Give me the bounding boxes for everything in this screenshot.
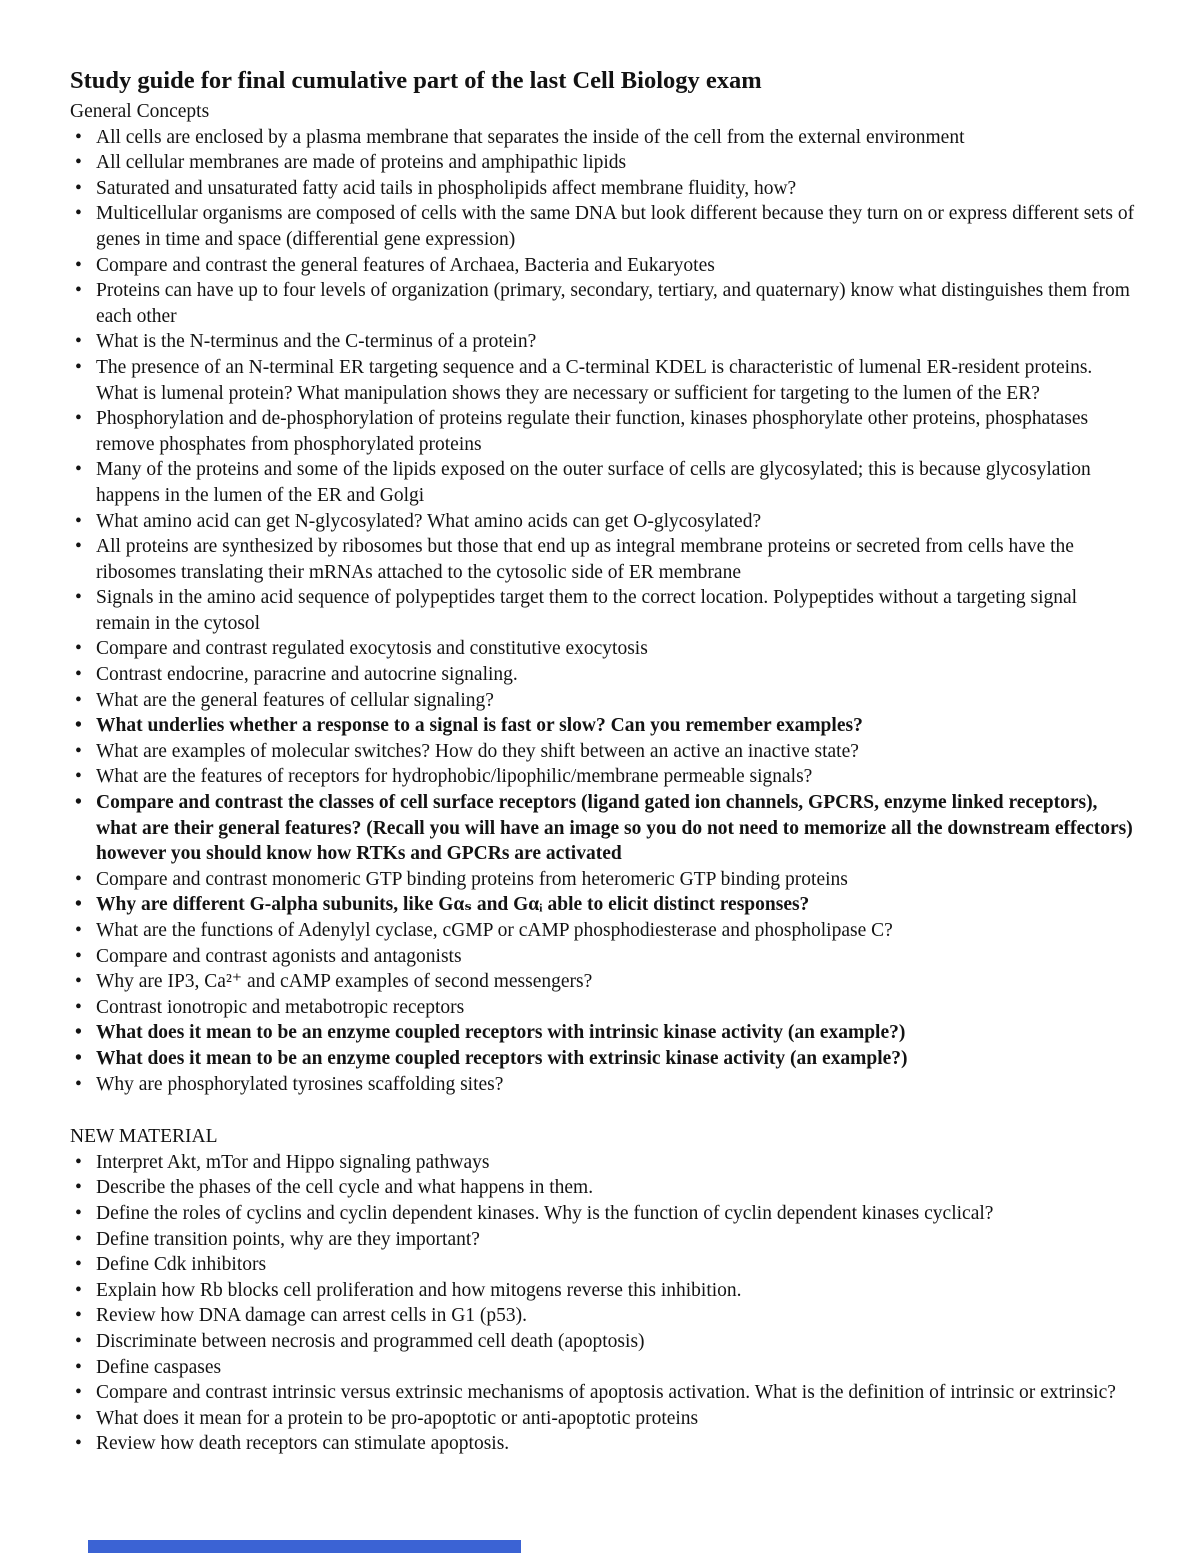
list-item: • What are the features of receptors for hydrophobic/lipophilic/membrane permeable signals?	[75, 764, 1136, 790]
list-item: • Discriminate between necrosis and programmed cell death (apoptosis)	[75, 1329, 1136, 1355]
section-heading: General Concepts	[70, 101, 210, 122]
list-item: • What underlies whether a response to a signal is fast or slow? Can you remember examples?	[75, 713, 1136, 739]
section	[70, 1124, 1136, 1457]
list-item: • Saturated and unsaturated fatty acid tails in phospholipids affect membrane fluidity, how?	[75, 176, 1136, 202]
list-item: • What does it mean to be an enzyme coupled receptors with intrinsic kinase activity (an example?)	[75, 1020, 1136, 1046]
list-item: • Review how death receptors can stimulate apoptosis.	[75, 1431, 1136, 1457]
list-item: • Interpret Akt, mTor and Hippo signaling pathways	[75, 1150, 1136, 1176]
list-item: • Explain how Rb blocks cell proliferation and how mitogens reverse this inhibition.	[75, 1278, 1136, 1304]
list-item: • Compare and contrast intrinsic versus extrinsic mechanisms of apoptosis activation. What is the definition of intrinsic or extrinsic?	[75, 1380, 1136, 1406]
list-item: • Describe the phases of the cell cycle and what happens in them.	[75, 1175, 1136, 1201]
list-item: • Phosphorylation and de-phosphorylation of proteins regulate their function, kinases phosphorylate other proteins, phosphatases remove phosphates from phosphorylated proteins	[75, 406, 1136, 457]
bottom-blue-bar	[88, 1540, 521, 1553]
document-title: Study guide for final cumulative part of the last Cell Biology exam	[70, 67, 762, 94]
bullet-list	[70, 1150, 1136, 1457]
list-item: • Review how DNA damage can arrest cells in G1 (p53).	[75, 1303, 1136, 1329]
list-item: • Compare and contrast the classes of cell surface receptors (ligand gated ion channels, GPCRS, enzyme linked receptors), what are their general features? (Recall you will have an image so you do not need to memorize all the downstream effectors) however you should know how RTKs and GPCRs are activated	[75, 790, 1136, 867]
list-item: • Contrast ionotropic and metabotropic receptors	[75, 995, 1136, 1021]
list-item: • Contrast endocrine, paracrine and autocrine signaling.	[75, 662, 1136, 688]
list-item: • Why are phosphorylated tyrosines scaffolding sites?	[75, 1072, 1136, 1098]
list-item: • What is the N-terminus and the C-terminus of a protein?	[75, 329, 1136, 355]
list-item: • What does it mean for a protein to be pro-apoptotic or anti-apoptotic proteins	[75, 1406, 1136, 1432]
list-item: • What are the functions of Adenylyl cyclase, cGMP or cAMP phosphodiesterase and phospholipase C?	[75, 918, 1136, 944]
list-item: • What are the general features of cellular signaling?	[75, 688, 1136, 714]
list-item: • All cellular membranes are made of proteins and amphipathic lipids	[75, 150, 1136, 176]
list-item: • Why are IP3, Ca²⁺ and cAMP examples of second messengers?	[75, 969, 1136, 995]
list-item: • Define the roles of cyclins and cyclin dependent kinases. Why is the function of cyclin dependent kinases cyclical?	[75, 1201, 1136, 1227]
section	[70, 99, 1136, 1097]
list-item: • Define caspases	[75, 1355, 1136, 1381]
list-item: • Why are different G-alpha subunits, like Gαₛ and Gαᵢ able to elicit distinct responses?	[75, 892, 1136, 918]
list-item: • What does it mean to be an enzyme coupled receptors with extrinsic kinase activity (an example?)	[75, 1046, 1136, 1072]
list-item: • Proteins can have up to four levels of organization (primary, secondary, tertiary, and quaternary) know what distinguishes them from each other	[75, 278, 1136, 329]
list-item: • Compare and contrast monomeric GTP binding proteins from heteromeric GTP binding proteins	[75, 867, 1136, 893]
list-item: • All cells are enclosed by a plasma membrane that separates the inside of the cell from the external environment	[75, 125, 1136, 151]
list-item: • Define Cdk inhibitors	[75, 1252, 1136, 1278]
list-item: • The presence of an N-terminal ER targeting sequence and a C-terminal KDEL is characteristic of lumenal ER-resident proteins. What is lumenal protein? What manipulation shows they are necessary or sufficient for targeting to the lumen of the ER?	[75, 355, 1136, 406]
list-item: • Define transition points, why are they important?	[75, 1227, 1136, 1253]
list-item: • Signals in the amino acid sequence of polypeptides target them to the correct location. Polypeptides without a targeting signal remain in the cytosol	[75, 585, 1136, 636]
list-item: • Compare and contrast the general features of Archaea, Bacteria and Eukaryotes	[75, 253, 1136, 279]
section-heading: NEW MATERIAL	[70, 1126, 218, 1148]
list-item: • Compare and contrast agonists and antagonists	[75, 944, 1136, 970]
document-body	[70, 99, 1136, 1457]
bullet-list	[70, 125, 1136, 1098]
list-item: • What amino acid can get N-glycosylated? What amino acids can get O-glycosylated?	[75, 509, 1136, 535]
list-item: • Many of the proteins and some of the lipids exposed on the outer surface of cells are glycosylated; this is because glycosylation happens in the lumen of the ER and Golgi	[75, 457, 1136, 508]
list-item: • What are examples of molecular switches? How do they shift between an active an inactive state?	[75, 739, 1136, 765]
list-item: • Multicellular organisms are composed of cells with the same DNA but look different because they turn on or express different sets of genes in time and space (differential gene expression)	[75, 201, 1136, 252]
list-item: • Compare and contrast regulated exocytosis and constitutive exocytosis	[75, 636, 1136, 662]
list-item: • All proteins are synthesized by ribosomes but those that end up as integral membrane proteins or secreted from cells have the ribosomes translating their mRNAs attached to the cytosolic side of ER membrane	[75, 534, 1136, 585]
